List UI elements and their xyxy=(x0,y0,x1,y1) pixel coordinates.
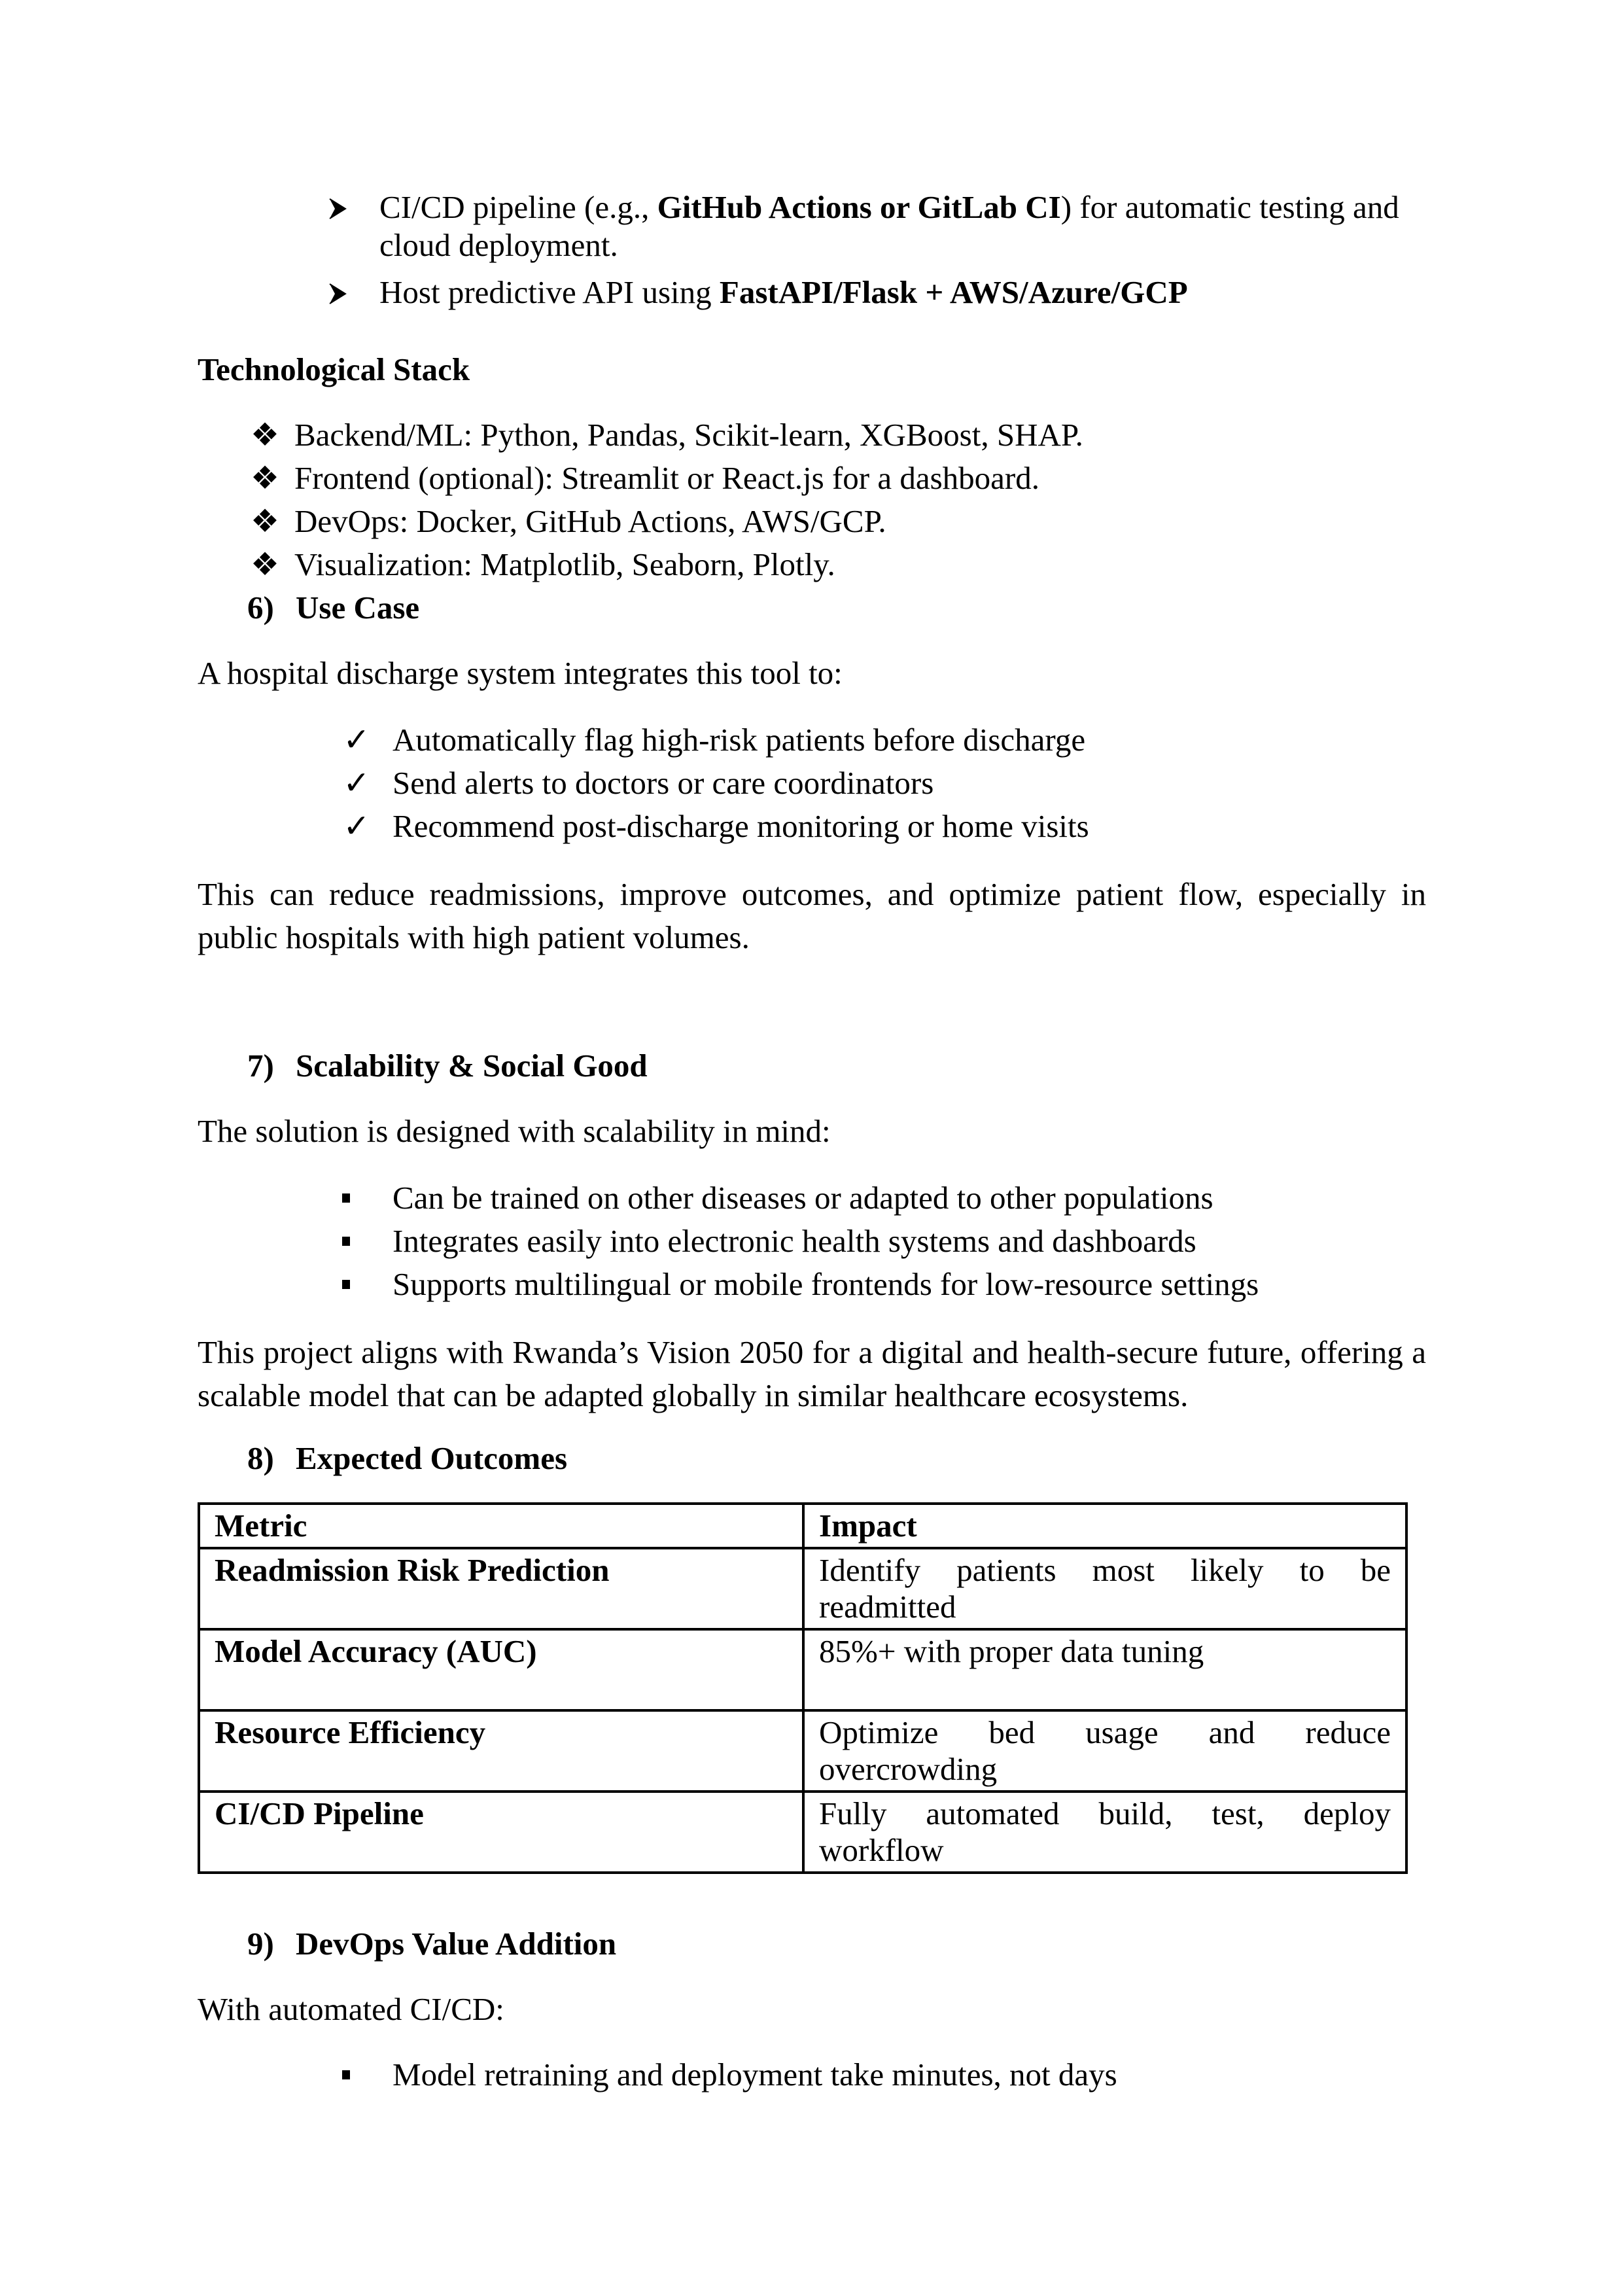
bullet-text-bold: GitHub Actions or GitLab CI xyxy=(657,189,1061,225)
checkmark-icon: ✓ xyxy=(343,808,370,844)
bullet-text: Model retraining and deployment take minutes, not days xyxy=(393,2057,1117,2093)
diamond-bullet-icon: ❖ xyxy=(251,503,279,539)
column-header-impact: Impact xyxy=(803,1504,1406,1548)
impact-cell: 85%+ with proper data tuning xyxy=(803,1629,1406,1710)
bullet-text: Backend/ML: Python, Pandas, Scikit-learn, XGBoost, SHAP. xyxy=(294,417,1083,453)
square-bullet-icon xyxy=(340,1235,373,1247)
outcomes-table xyxy=(198,1502,1408,1874)
table-row xyxy=(199,1710,1406,1792)
diamond-bullet-icon: ❖ xyxy=(251,460,279,496)
table-row xyxy=(199,1792,1406,1873)
table-header-row xyxy=(199,1504,1406,1548)
arrow-bullet-icon xyxy=(327,283,360,305)
section-number: 9) xyxy=(247,1926,274,1962)
section-heading: DevOps Value Addition xyxy=(296,1926,617,1962)
column-header-metric: Metric xyxy=(199,1504,803,1548)
diamond-bullet-icon: ❖ xyxy=(251,546,279,582)
section-heading: Use Case xyxy=(296,590,420,626)
checkmark-icon: ✓ xyxy=(343,722,370,758)
bullet-text: Recommend post-discharge monitoring or home visits xyxy=(393,808,1089,844)
bullet-text-part: CI/CD pipeline (e.g., xyxy=(379,189,657,225)
paragraph: With automated CI/CD: xyxy=(198,1991,504,2027)
bullet-text-part: ) for automatic testing and xyxy=(1060,189,1399,225)
table-row xyxy=(199,1629,1406,1710)
bullet-text: Frontend (optional): Streamlit or React.js for a dashboard. xyxy=(294,460,1039,496)
bullet-text: Automatically flag high-risk patients before discharge xyxy=(393,722,1086,758)
metric-cell: Resource Efficiency xyxy=(199,1710,803,1792)
checkmark-icon: ✓ xyxy=(343,765,370,801)
square-bullet-icon xyxy=(340,1192,373,1204)
impact-cell: Fully automated build, test, deploy workflow xyxy=(803,1792,1406,1873)
bullet-text-bold: FastAPI/Flask + AWS/Azure/GCP xyxy=(719,274,1188,310)
section-number: 8) xyxy=(247,1440,274,1476)
section-number: 7) xyxy=(247,1048,274,1084)
metric-cell: Readmission Risk Prediction xyxy=(199,1548,803,1629)
bullet-text: DevOps: Docker, GitHub Actions, AWS/GCP. xyxy=(294,503,886,539)
arrow-bullet-icon xyxy=(327,198,360,220)
section-heading: Expected Outcomes xyxy=(296,1440,568,1476)
square-bullet-icon xyxy=(340,1279,373,1290)
metric-cell: Model Accuracy (AUC) xyxy=(199,1629,803,1710)
bullet-text-part: Host predictive API using xyxy=(379,274,720,310)
bullet-text: Visualization: Matplotlib, Seaborn, Plotly. xyxy=(294,546,835,582)
bullet-continuation: cloud deployment. xyxy=(379,227,618,263)
paragraph: The solution is designed with scalability in mind: xyxy=(198,1113,831,1149)
impact-cell: Optimize bed usage and reduce overcrowding xyxy=(803,1710,1406,1792)
section-heading: Scalability & Social Good xyxy=(296,1048,648,1084)
metric-cell: CI/CD Pipeline xyxy=(199,1792,803,1873)
bullet-text: Send alerts to doctors or care coordinators xyxy=(393,765,934,801)
square-bullet-icon xyxy=(340,2069,373,2081)
diamond-bullet-icon: ❖ xyxy=(251,417,279,453)
impact-cell: Identify patients most likely to be readmitted xyxy=(803,1548,1406,1629)
section-number: 6) xyxy=(247,590,274,626)
paragraph: This project aligns with Rwanda’s Vision 2050 for a digital and health-secure future, offering a scalable model that can be adapted globally in similar healthcare ecosystems. xyxy=(198,1334,1426,1413)
paragraph: A hospital discharge system integrates this tool to: xyxy=(198,655,843,691)
table-row xyxy=(199,1548,1406,1629)
bullet-text: Can be trained on other diseases or adapted to other populations xyxy=(393,1180,1213,1216)
bullet-text: Supports multilingual or mobile frontends for low-resource settings xyxy=(393,1266,1259,1302)
bullet-text: Integrates easily into electronic health systems and dashboards xyxy=(393,1223,1196,1259)
section-heading: Technological Stack xyxy=(198,351,470,387)
paragraph: This can reduce readmissions, improve outcomes, and optimize patient flow, especially in public hospitals with high patient volumes. xyxy=(198,876,1426,955)
